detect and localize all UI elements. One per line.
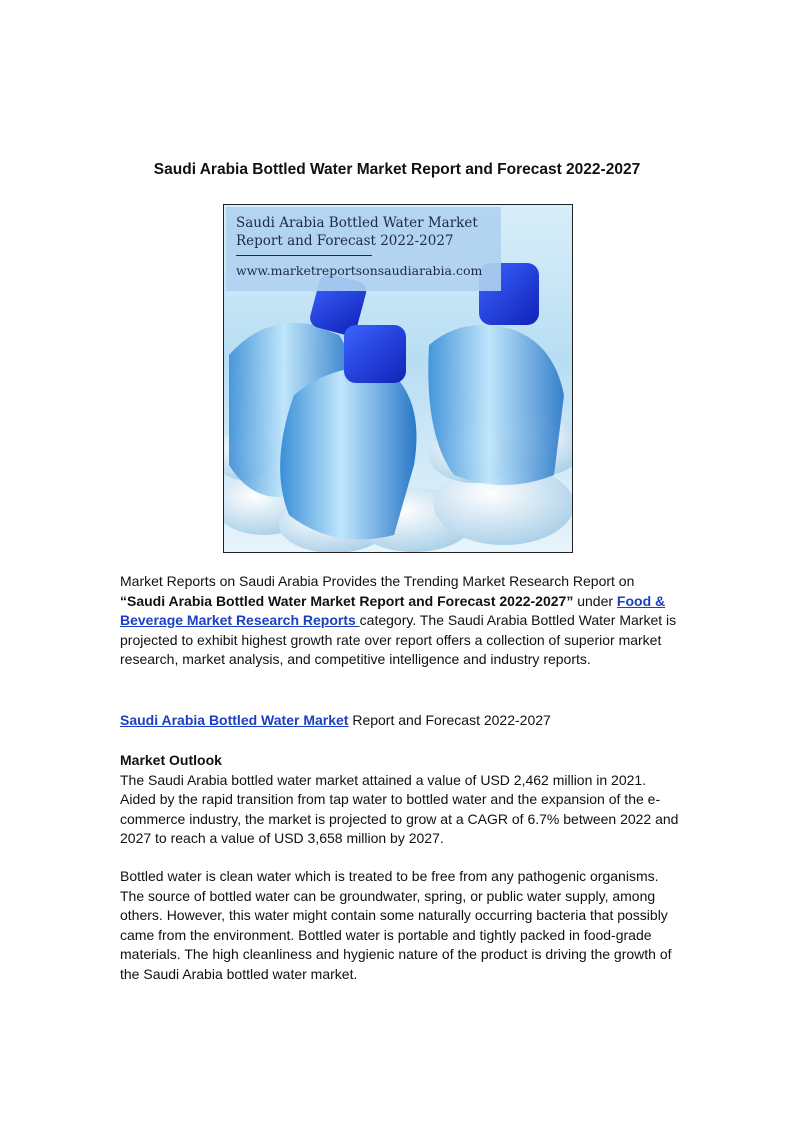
banner-url: www.marketreportsonsaudiarabia.com: [236, 263, 483, 278]
market-outlook-text: The Saudi Arabia bottled water market attained a value of USD 2,462 million in 2021. Aided by the rapid transition from tap water to bottled water and the expansion of the e-commerce industry, the market is projected to grow at a CAGR of 6.7% between 2022 and 2027 to reach a value of USD 3,658 million by 2027.: [120, 771, 679, 846]
report-cover-image: [223, 204, 573, 553]
report-title-quote: “Saudi Arabia Bottled Water Market Report and Forecast 2022-2027”: [120, 592, 574, 609]
description-paragraph: Bottled water is clean water which is treated to be free from any pathogenic organisms. The source of bottled water can be groundwater, spring, or public water supply, among others. However, this water might contain some naturally occurring bacteria that possibly came from the environment. Bottled water is portable and tightly packed in food-grade materials. The high cleanliness and hygienic nature of the product is driving the growth of the Saudi Arabia bottled water market.: [120, 868, 672, 982]
subject-line: [120, 711, 680, 731]
intro-paragraph: [120, 572, 680, 670]
page-title: Saudi Arabia Bottled Water Market Report and Forecast 2022-2027: [153, 161, 641, 178]
market-outlook-section: [120, 751, 680, 849]
cover-banner: [226, 207, 501, 291]
banner-title-line1: Saudi Arabia Bottled Water Market: [236, 215, 478, 231]
banner-divider: [236, 255, 372, 256]
bottle-right: [428, 263, 564, 485]
banner-title-line2: Report and Forecast 2022-2027: [236, 233, 454, 249]
intro-under: under: [573, 592, 617, 609]
category-link[interactable]: Food & Beverage Market Research Reports: [120, 592, 666, 628]
subject-rest: Report and Forecast 2022-2027: [348, 712, 551, 728]
intro-rest: category. The Saudi Arabia Bottled Water Market is projected to exhibit highest growth rate over report offers a collection of superior market research, market analysis, and competitive intelligence and industry reports.: [120, 612, 677, 667]
market-link[interactable]: Saudi Arabia Bottled Water Market: [120, 712, 349, 728]
market-outlook-heading: Market Outlook: [120, 752, 222, 768]
intro-lead: Market Reports on Saudi Arabia Provides the Trending Market Research Report on: [120, 573, 635, 589]
